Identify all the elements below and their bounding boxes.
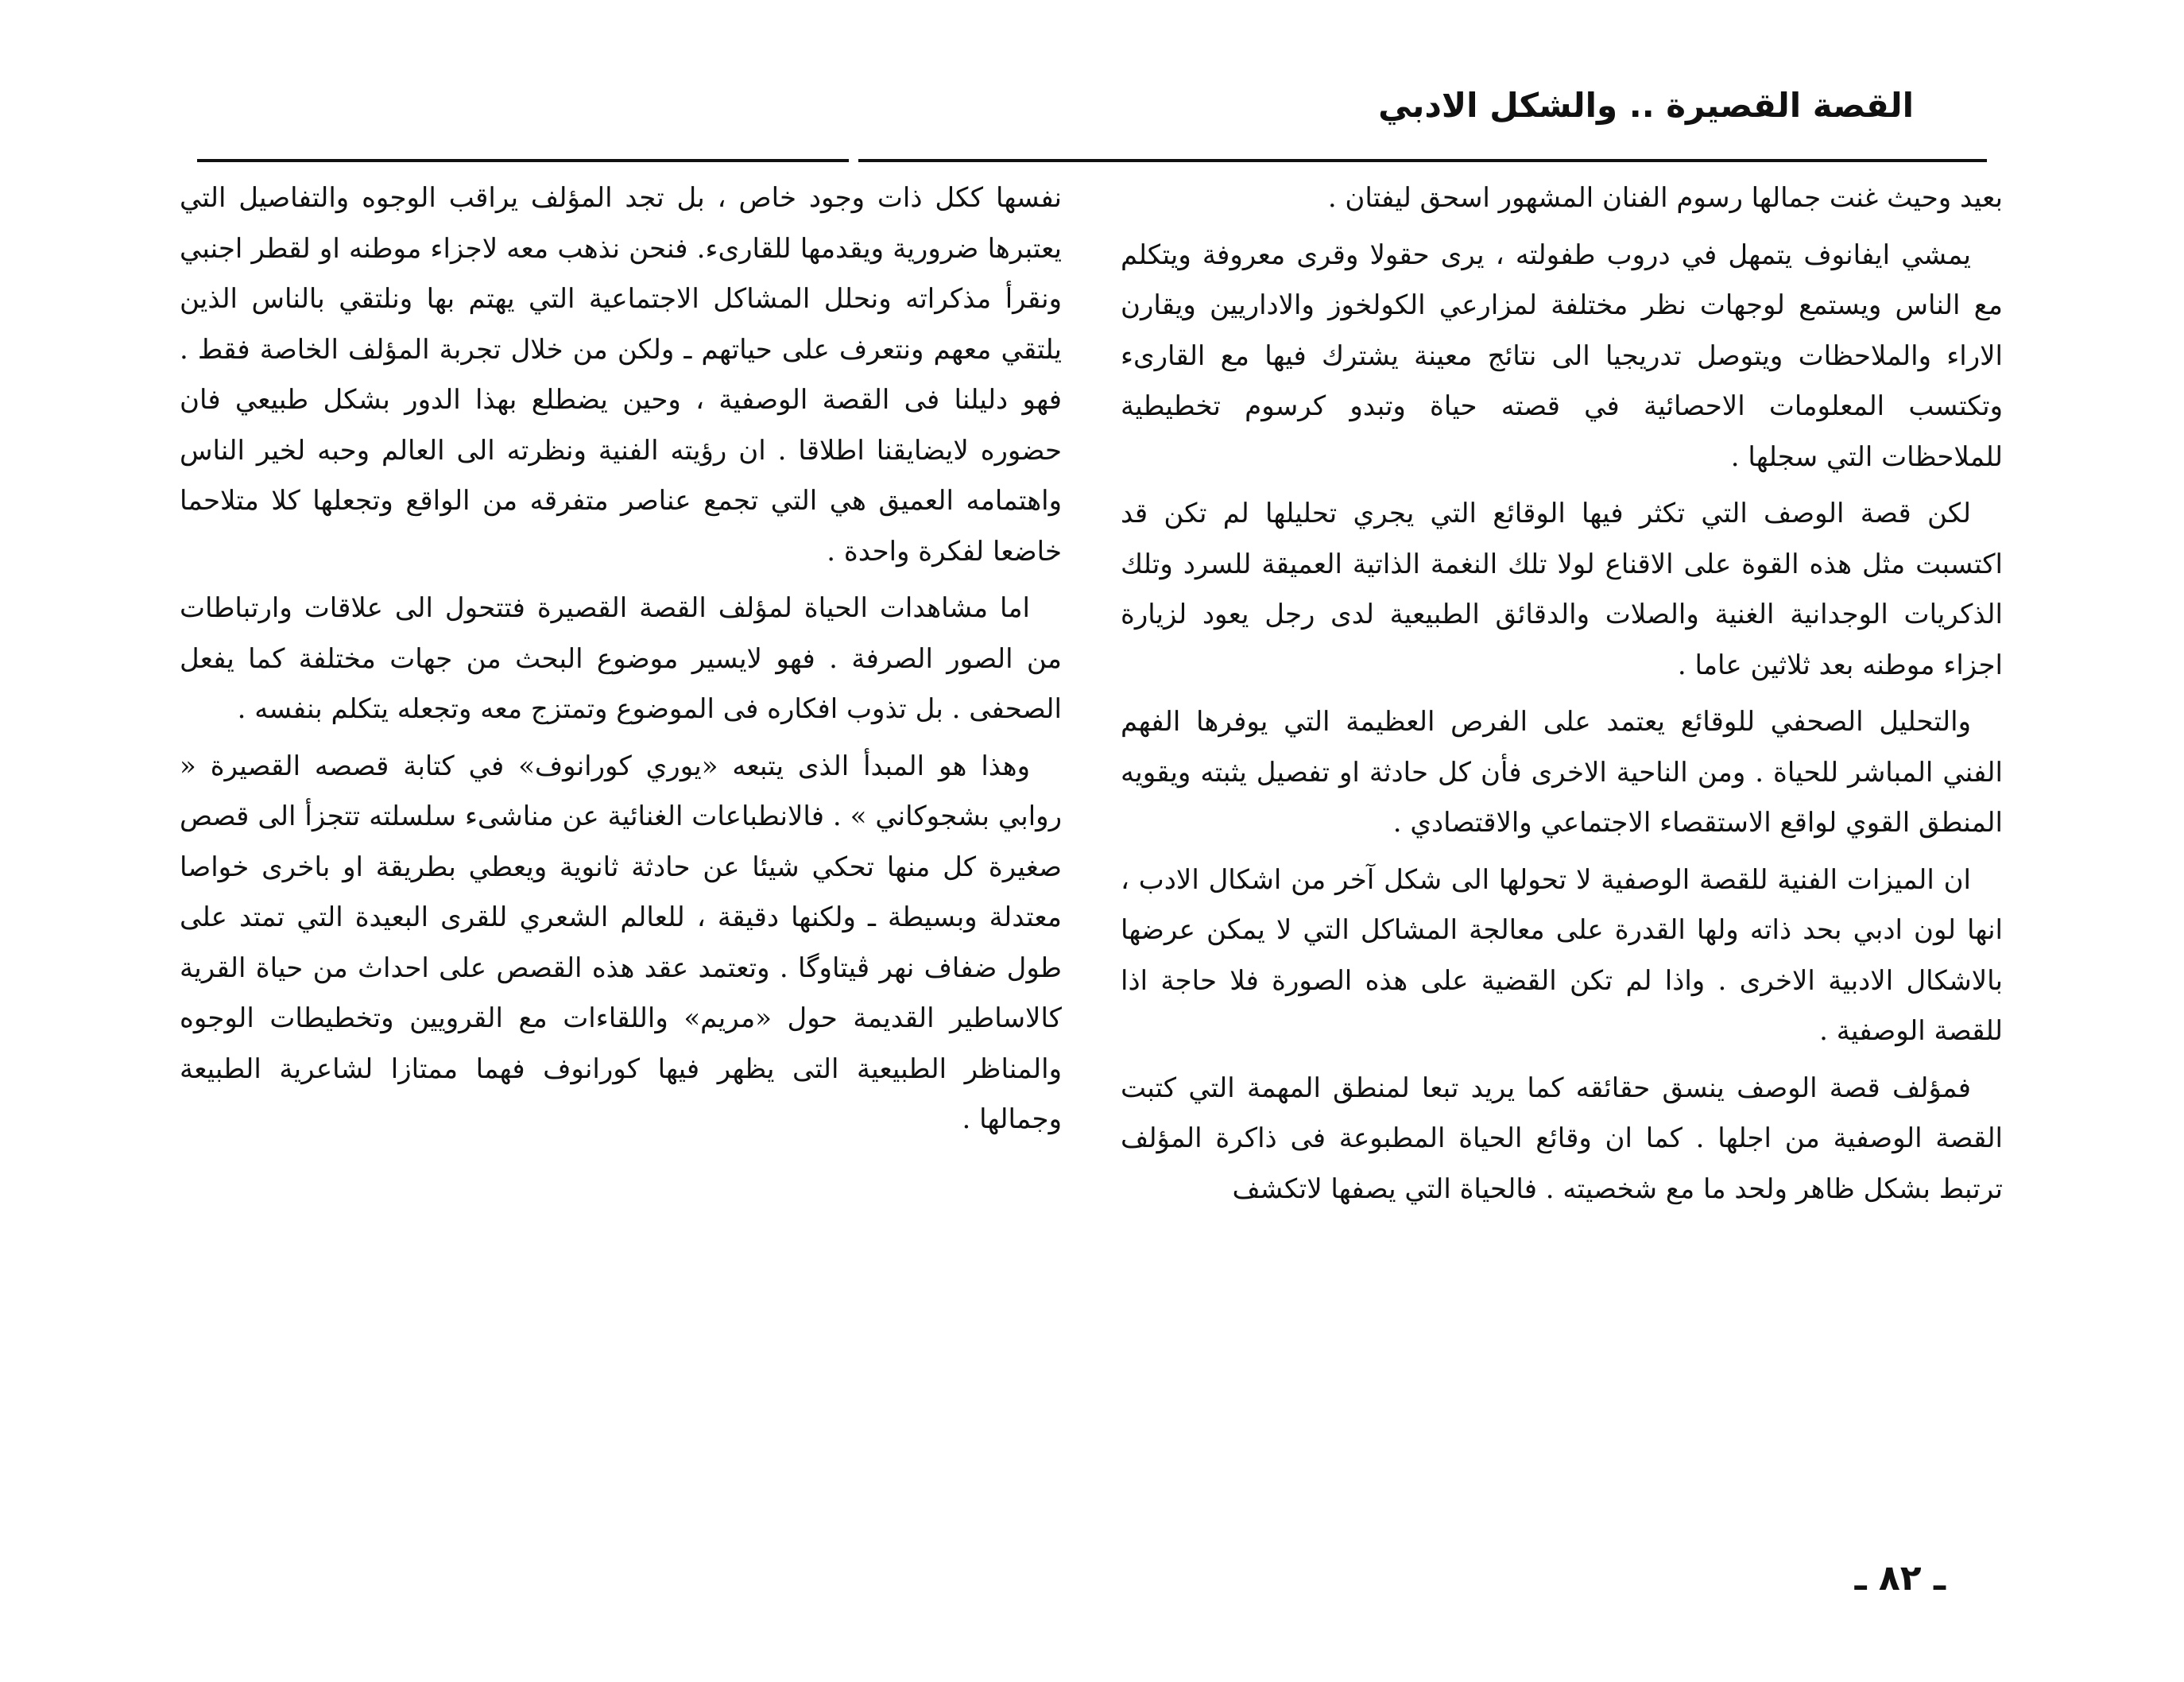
paragraph: ان الميزات الفنية للقصة الوصفية لا تحولها الى شكل آخر من اشكال الادب ، انها لون ادبي بحد ذاته ولها القدرة على معالجة المشاكل التي لا يمكن عرضها بالاشكال الادبية الاخرى . واذا لم تكن القضية على هذه الصورة فلا حاجة اذا للقصة الوصفية . [1121,863,2003,1047]
paragraph: لكن قصة الوصف التي تكثر فيها الوقائع التي يجري تحليلها لم تكن قد اكتسبت مثل هذه القوة على الاقناع لولا تلك النغمة الذاتية العميقة للسرد وتلك الذكريات الوجدانية الغنية والصلات والدقائق الطبيعية لدى رجل يعود لزيارة اجزاء موطنه بعد ثلاثين عاما . [1121,498,2003,681]
paragraph: نفسها ككل ذات وجود خاص ، بل تجد المؤلف يراقب الوجوه والتفاصيل التي يعتبرها ضرورية ويقدمها للقارىء. فنحن نذهب معه لاجزاء موطنه او لقطر اجنبي ونقرأ مذكراته ونحلل المشاكل الاجتماعية التي يهتم بها ونلتقي بالناس الذين يلتقي معهم ونتعرف على حياتهم ـ ولكن من خلال تجربة المؤلف الخاصة فقط . فهو دليلنا فى القصة الوصفية ، وحين يضطلع بهذا الدور بشكل طبيعي فان حضوره لايضايقنا اطلاقا . ان رؤيته الفنية ونظرته الى العالم وحبه لخير الناس واهتمامه العميق هي التي تجمع عناصر متفرقه من الواقع وتجعلها كلا متلاحما خاضعا لفكرة واحدة . [180,182,1062,568]
running-title: القصة القصيرة .. والشكل الادبي [1378,86,1914,125]
paragraph: بعيد وحيث غنت جمالها رسوم الفنان المشهور اسحق ليفتان . [1327,182,2003,214]
right-text-column [1121,173,2003,1221]
page-number: ـ ٨٢ ـ [1854,1558,1946,1599]
left-text-column [180,173,1062,1152]
header-rule-left [197,159,849,162]
paragraph: وهذا هو المبدأ الذى يتبعه «يوري كورانوف» في كتابة قصصه القصيرة « روابي بشجوكاني » . فالانطباعات الغنائية عن مناشىء سلسلته تتجزأ الى قصص صغيرة كل منها تحكي شيئا عن حادثة ثانوية ويعطي بطريقة او باخرى خواصا معتدلة وبسيطة ـ ولكنها دقيقة ، للعالم الشعري للقرى البعيدة التي تمتد على طول ضفاف نهر ڤيتاوگا . وتعتمد عقد هذه القصص على احداث من حياة القرية كالاساطير القديمة حول «مريم» واللقاءات مع القرويين وتخطيطات الوجوه والمناظر الطبيعية التى يظهر فيها كورانوف فهما ممتازا لشاعرية الطبيعة وجمالها . [180,750,1062,1135]
header-rule-right [858,159,1987,162]
paragraph: يمشي ايفانوف يتمهل في دروب طفولته ، يرى حقولا وقرى معروفة ويتكلم مع الناس ويستمع لوجهات نظر مختلفة لمزارعي الكولخوز والاداريين ويقارن الاراء والملاحظات ويتوصل تدريجيا الى نتائج معينة يشترك فيها مع القارىء وتكتسب المعلومات الاحصائية في قصته حياة وتبدو كرسوم تخطيطية للملاحظات التي سجلها . [1121,238,2003,473]
paragraph: والتحليل الصحفي للوقائع يعتمد على الفرص العظيمة التي يوفرها الفهم الفني المباشر للحياة . ومن الناحية الاخرى فأن كل حادثة او تفصيل يثبته ويقويه المنطق القوي لواقع الاستقصاء الاجتماعي والاقتصادي . [1121,706,2003,839]
paragraph: فمؤلف قصة الوصف ينسق حقائقه كما يريد تبعا لمنطق المهمة التي كتبت القصة الوصفية من اجلها . كما ان وقائع الحياة المطبوعة فى ذاكرة المؤلف ترتبط بشكل ظاهر ولحد ما مع شخصيته . فالحياة التي يصفها لاتكشف [1121,1072,2003,1205]
paragraph: اما مشاهدات الحياة لمؤلف القصة القصيرة فتتحول الى علاقات وارتباطات من الصور الصرفة . فهو لايسير موضوع البحث من جهات مختلفة كما يفعل الصحفى . بل تذوب افكاره فى الموضوع وتمتزج معه وتجعله يتكلم بنفسه . [180,592,1062,725]
